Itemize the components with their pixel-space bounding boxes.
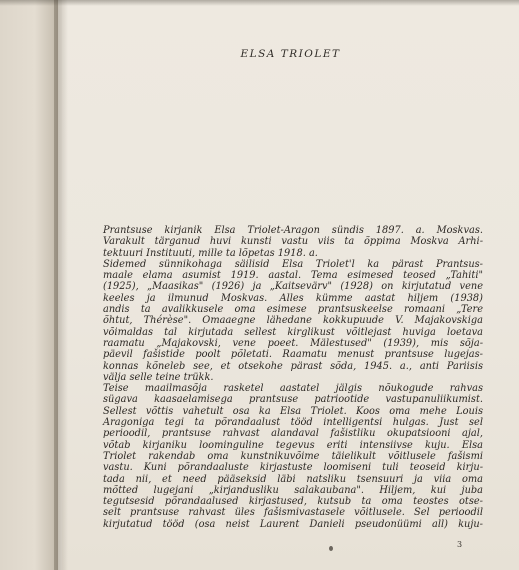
text-line: tegutsesid põrandaalused kirjastused, kutsub ta oma teostes otse-: [103, 496, 483, 508]
text-line: Sellest võttis vahetult osa ka Elsa Triolet. Koos oma mehe Louis: [103, 405, 483, 417]
adjacent-page-edge: [0, 0, 58, 570]
text-line: perioodil, prantsuse rahvast alandaval fašistliku okupatsiooni ajal,: [103, 428, 483, 440]
text-line: Aragoniga tegi ta põrandaalust tööd intelligentsi hulgas. Just sel: [103, 417, 483, 429]
text-line: konnas kõneleb see, et otsekohe pärast sõda, 1945. a., anti Pariisis: [103, 360, 483, 372]
text-line: Sidemed sünnikohaga säilisid Elsa Triolet'l ka pärast Prantsus-: [103, 258, 483, 270]
text-line: tada nii, et need pääseksid läbi natsliku tsensuuri ja viia oma: [103, 473, 483, 485]
text-line: selt prantsuse rahvast üles fašismivastasele võitlusele. Sel perioodil: [103, 507, 483, 519]
text-line: andis ta avalikkusele oma esimese prantsuskeelse romaani „Tere: [103, 304, 483, 316]
page-number: 3: [457, 540, 463, 549]
text-line: välja selle teine trükk.: [103, 371, 214, 383]
text-line: võtab kirjaniku loominguline tegevus eriti intensiivse kuju. Elsa: [103, 439, 483, 451]
text-line: maale elama asumist 1919. aastal. Tema esimesed teosed „Tahiti": [103, 270, 483, 282]
text-line: õhtut, Thérèse". Omaaegne lähedane kokkupuude V. Majakovskiga: [103, 315, 483, 327]
text-line: Prantsuse kirjanik Elsa Triolet-Aragon sündis 1897. a. Moskvas.: [103, 225, 483, 236]
text-line: tektuuri Instituuti, mille ta lõpetas 1918. a.: [103, 247, 318, 259]
text-line: võimaldas tal kirjutada sellest kirglikust võitlejast huviga loetava: [103, 326, 483, 338]
text-line: keeles ja ilmunud Moskvas. Alles kümme aastat hiljem (1938): [103, 292, 483, 304]
ink-spot: [329, 546, 333, 551]
book-gutter: [54, 0, 68, 570]
text-line: Triolet rakendab oma kunstnikuvõime täielikult võitlusele fašismi: [103, 450, 483, 462]
top-edge-shadow: [0, 0, 519, 6]
text-line: (1925), „Maasikas" (1926) ja „Kaitsevärv" (1928) on kirjutatud vene: [103, 281, 483, 293]
text-line: Varakult tärganud huvi kunsti vastu viis ta õppima Moskva Arhi-: [103, 236, 483, 248]
body-text: [103, 225, 483, 530]
text-line: mõtted lugejani „kirjandusliku salakaubana". Hiljem, kui juba: [103, 484, 483, 496]
text-line: kirjutatud tööd (osa neist Laurent Danieli pseudonüümi all) kuju-: [103, 518, 483, 530]
text-line: vastu. Kuni põrandaaluste kirjastuste loomiseni tuli teoseid kirju-: [103, 462, 483, 474]
author-heading: ELSA TRIOLET: [240, 48, 341, 60]
text-line: päevil fašistide poolt põletati. Raamatu menust prantsuse lugejas-: [103, 349, 483, 361]
text-line: raamatu „Majakovski, vene poeet. Mälestused" (1939), mis sõja-: [103, 337, 483, 349]
text-line: Teise maailmasõja rasketel aastatel jälgis nõukogude rahvas: [103, 383, 483, 395]
text-line: sügava kaasaelamisega prantsuse patriootide vastupanuliikumist.: [103, 394, 483, 406]
